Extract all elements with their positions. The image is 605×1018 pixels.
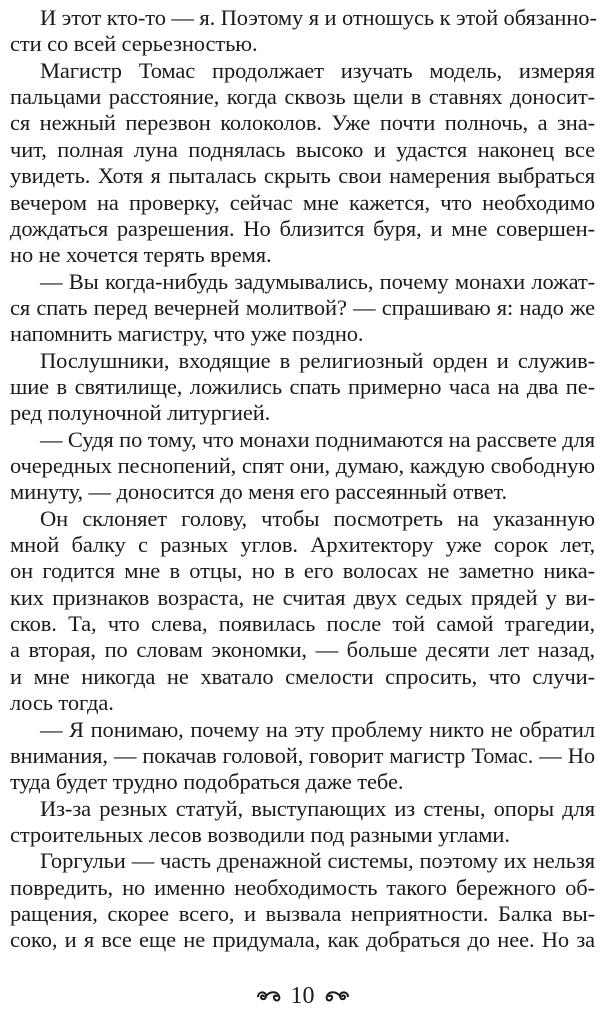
text-line: и мне никогда не хватало смелости спросить, что случи-: [10, 663, 595, 689]
text-line: Послушники, входящие в религиозный орден и служив-: [40, 347, 595, 373]
fleuron-right-icon: [321, 987, 351, 1005]
text-line: сков. Та, что слева, появилась после той самой трагедии,: [10, 611, 595, 637]
text-line: И этот кто-то — я. Поэтому я и отношусь к этой обязанно-: [40, 5, 597, 30]
text-line: ких признаков возраста, не считая двух седых прядей у ви-: [10, 584, 595, 610]
text-line: туда будет трудно подобраться даже тебе.: [10, 769, 404, 795]
text-line: Магистр Томас продолжает изучать модель, измеряя: [40, 57, 595, 83]
text-line: повредить, но именно необходимость такого бережного об-: [10, 874, 595, 900]
text-line: соко, и я все еще не придумала, как добраться до нее. Но за: [10, 927, 595, 953]
text-line: ращения, скорее всего, и вызвала неприятности. Балка вы-: [10, 900, 595, 926]
text-line: вечером на проверку, сейчас мне кажется, что необходимо: [10, 189, 595, 215]
fleuron-left-icon: [255, 987, 285, 1005]
text-line: чит, полная луна поднялась высоко и удастся наконец все: [10, 136, 595, 162]
text-line: ся спать перед вечерней молитвой? — спрашиваю я: надо же: [10, 294, 595, 320]
text-line: внимания, — покачав головой, говорит магистр Томас. — Но: [10, 742, 595, 768]
text-line: мной балку с разных углов. Архитектору уже сорок лет,: [10, 532, 595, 557]
text-line: пальцами расстояние, когда сквозь щели в ставнях доносит-: [10, 84, 595, 110]
text-line: он годится мне в отцы, но в его волосах не заметно ника-: [10, 558, 595, 584]
text-line: — Судя по тому, что монахи поднимаются на рассвете для: [40, 426, 595, 452]
text-line: сти со всей серьезностью.: [10, 31, 258, 57]
text-line: увидеть. Хотя я пыталась скрыть свои намерения выбраться: [10, 163, 595, 189]
text-line: минуту, — доносится до меня его рассеянный ответ.: [10, 479, 508, 505]
text-line: — Вы когда-нибудь задумывались, почему монахи ложат-: [40, 268, 595, 294]
text-line: лось тогда.: [10, 690, 114, 716]
page-footer: [0, 978, 605, 1014]
text-line: а вторая, по словам экономки, — больше десяти лет назад,: [10, 637, 595, 663]
text-line: ред полуночной литургией.: [10, 400, 271, 426]
text-line: напомнить магистру, что уже поздно.: [10, 321, 364, 347]
text-line: очередных песнопений, спят они, думаю, каждую свободную: [10, 453, 595, 478]
text-line: Горгульи — часть дренажной системы, поэтому их нельзя: [40, 848, 595, 874]
text-line: дождаться разрешения. Но близится буря, и мне совершен-: [10, 215, 595, 241]
text-line: строительных лесов возводили под разными углами.: [10, 821, 510, 847]
text-line: — Я понимаю, почему на эту проблему никто не обратил: [40, 716, 595, 742]
text-line: Он склоняет голову, чтобы посмотреть на указанную: [40, 505, 595, 531]
text-line: шие в святилище, ложились спать примерно часа на два пе-: [10, 373, 595, 399]
text-line: но не хочется терять время.: [10, 242, 272, 268]
text-line: ся нежный перезвон колоколов. Уже почти полночь, а зна-: [10, 110, 595, 136]
page-number: 10: [290, 982, 315, 1009]
text-line: Из-за резных статуй, выступающих из стены, опоры для: [40, 795, 595, 821]
